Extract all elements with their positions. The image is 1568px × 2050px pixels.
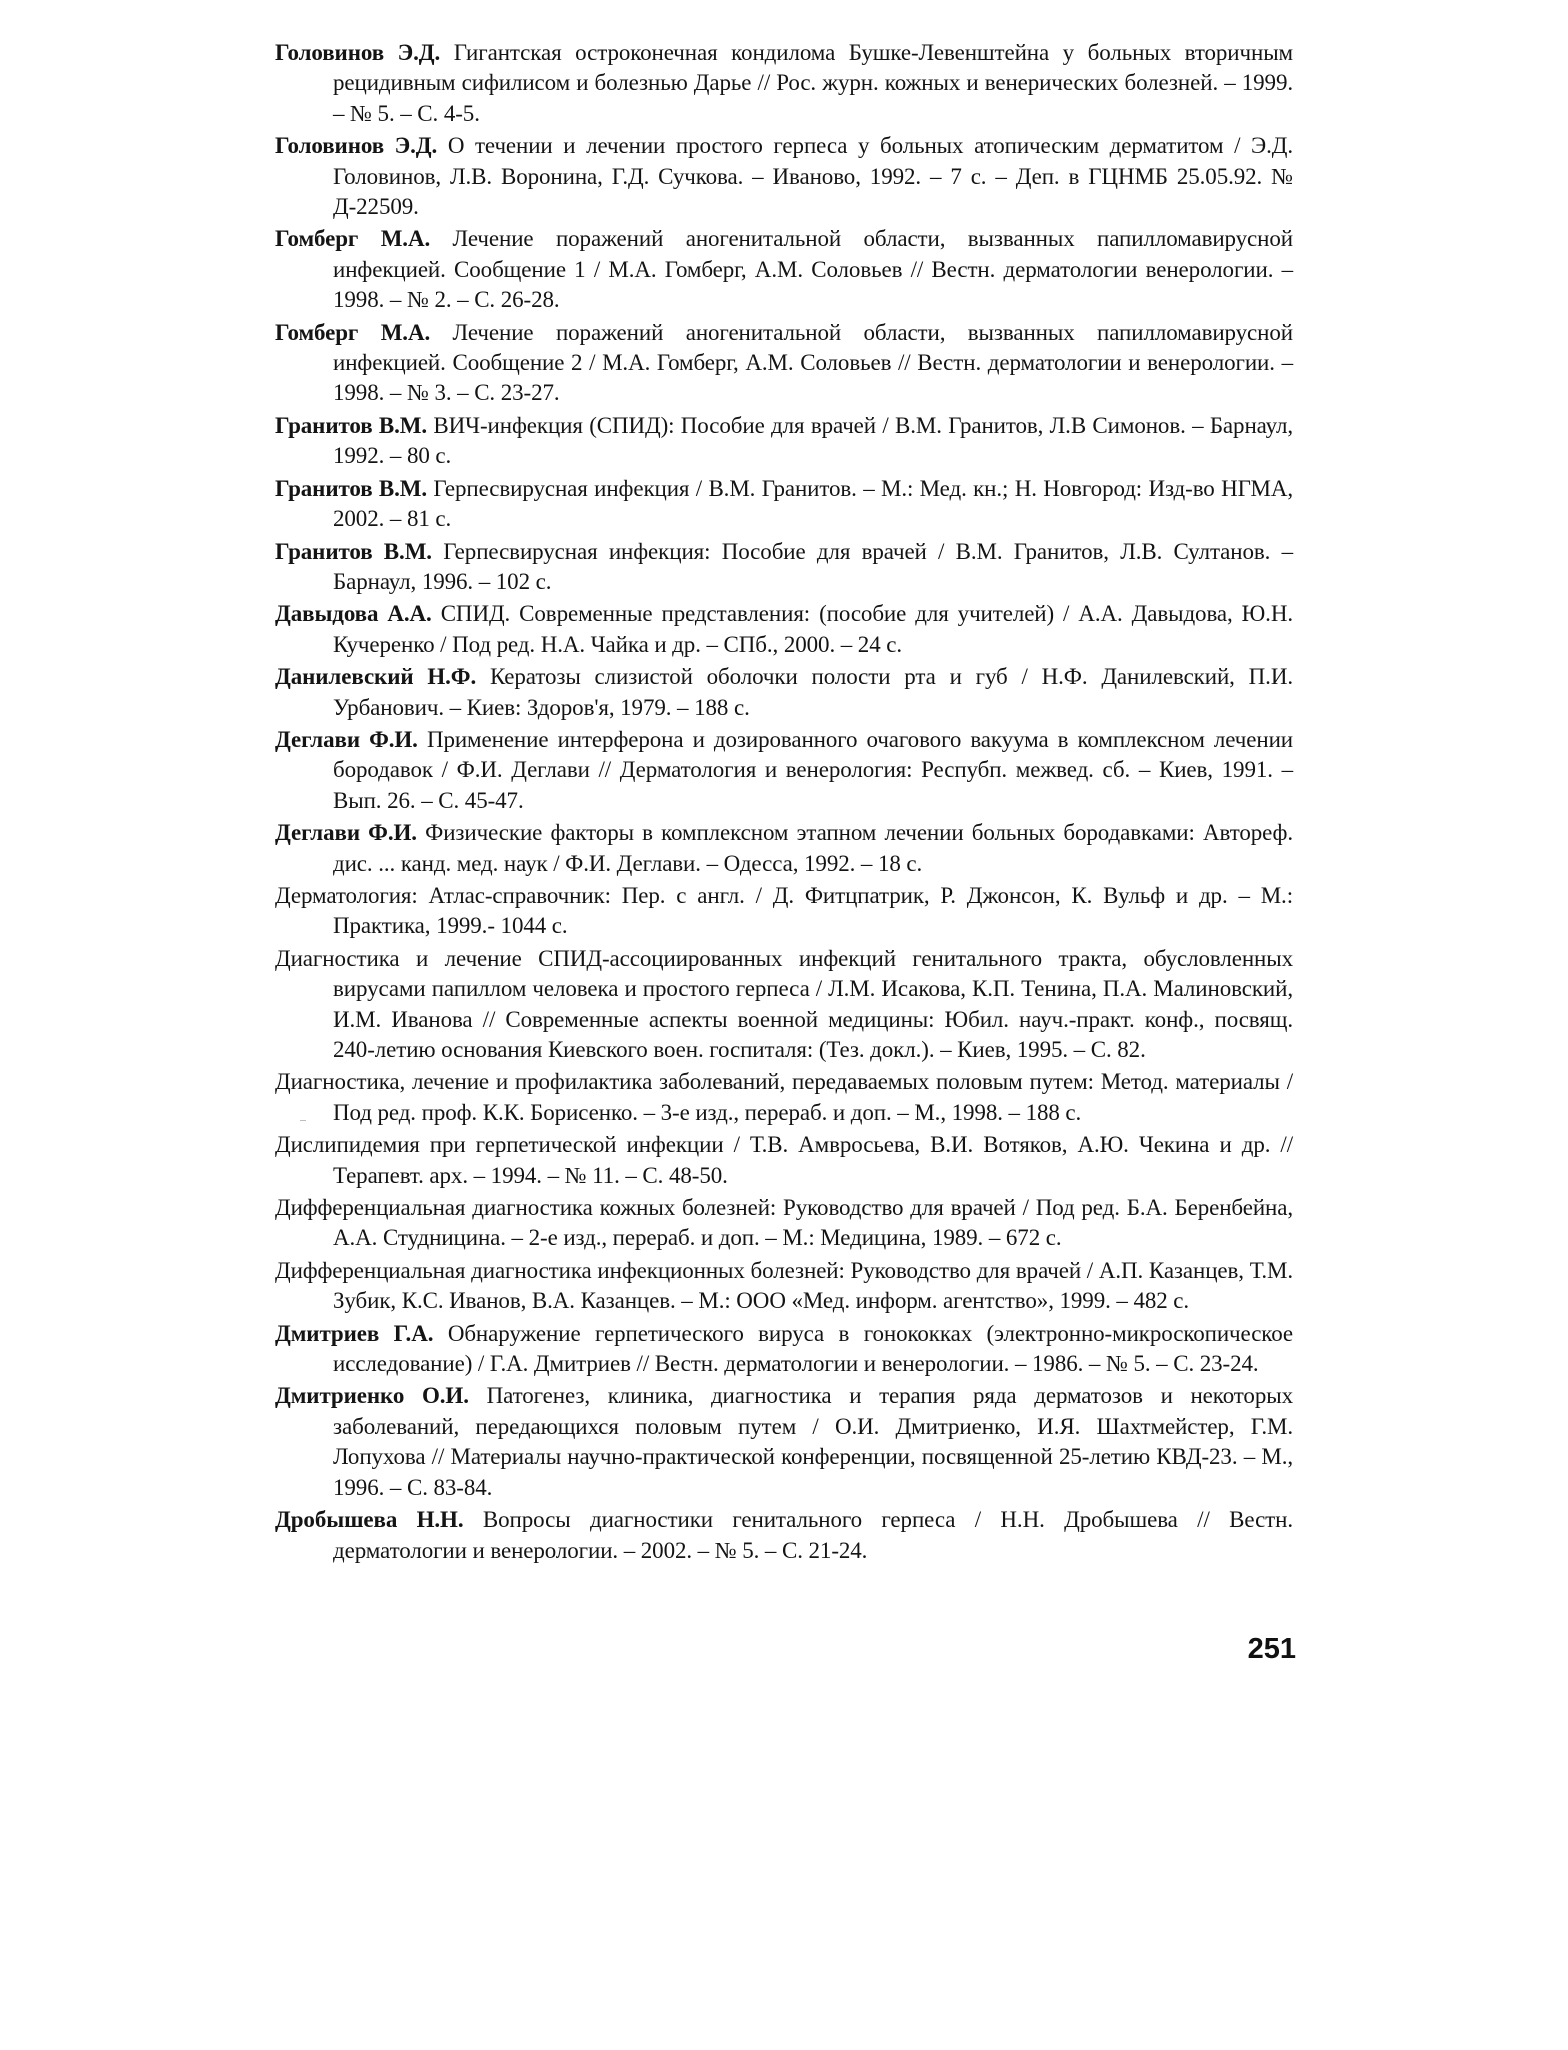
bibliography-entry	[275, 537, 1293, 598]
entry-text: Гигантская остроконечная кондилома Бушке-Левенштейна у больных вторичным рецидивным сифилисом и болезнью Дарье // Рос. журн. кожных и венерических болезней. – 1999. – № 5. – С. 4-5.	[333, 40, 1293, 126]
entry-author: Гомберг М.А.	[275, 226, 431, 252]
bibliography-entry	[275, 131, 1293, 222]
bibliography-entry	[275, 818, 1293, 879]
entry-text: ВИЧ-инфекция (СПИД): Пособие для врачей / В.М. Гранитов, Л.В Симонов. – Барнаул, 1992. – 80 с.	[333, 412, 1294, 469]
entry-text: Дислипидемия при герпетической инфекции / Т.В. Амвросьева, В.И. Вотяков, А.Ю. Чекина и др. // Терапевт. арх. – 1994. – № 11. – С. 48-50.	[275, 1132, 1293, 1188]
bibliography-entry	[275, 1130, 1293, 1191]
entry-text: Кератозы слизистой оболочки полости рта и губ / Н.Ф. Данилевский, П.И. Урбанович. – Киев: Здоров'я, 1979. – 188 с.	[333, 664, 1293, 720]
bibliography-entry	[275, 474, 1293, 535]
bibliography-entry	[275, 411, 1293, 472]
bibliography-entry	[275, 1505, 1293, 1566]
bibliography-entry	[275, 599, 1293, 660]
bibliography-entry	[275, 318, 1293, 409]
bibliography-entry	[275, 1381, 1293, 1503]
bibliography-entry	[275, 38, 1293, 129]
bibliography-entry	[275, 1319, 1293, 1380]
entry-text: О течении и лечении простого герпеса у больных атопическим дерматитом / Э.Д. Головинов, Л.В. Воронина, Г.Д. Сучкова. – Иваново, 1992. – 7 с. – Деп. в ГЦНМБ 25.05.92. № Д-22509.	[333, 133, 1293, 220]
page-number: 251	[1247, 1633, 1296, 1665]
entry-author: Дробышева Н.Н.	[275, 1507, 464, 1533]
bibliography-list	[275, 38, 1293, 1568]
bibliography-entry	[275, 1256, 1293, 1317]
entry-text: Герпесвирусная инфекция / В.М. Гранитов. – М.: Мед. кн.; Н. Новгород: Изд-во НГМА, 2002. – 81 с.	[333, 475, 1293, 532]
bibliography-entry	[275, 662, 1293, 723]
bibliography-entry	[275, 1067, 1293, 1128]
entry-text: СПИД. Современные представления: (пособие для учителей) / А.А. Давыдова, Ю.Н. Кучеренко / Под ред. Н.А. Чайка и др. – СПб., 2000. – 24 с.	[333, 601, 1293, 657]
entry-text: Диагностика и лечение СПИД-ассоциированных инфекций генитального тракта, обусловленных вирусами папиллом человека и простого герпеса / Л.М. Исакова, К.П. Тенина, П.А. Малиновский, И.М. Иванова // Современные аспекты военной медицины: Юбил. науч.-практ. конф., посвящ. 240-летию основания Киевского воен. госпиталя: (Тез. докл.). – Киев, 1995. – С. 82.	[275, 945, 1293, 1062]
entry-text: Вопросы диагностики генитального герпеса / Н.Н. Дробышева // Вестн. дерматологии и венерологии. – 2002. – № 5. – С. 21-24.	[333, 1507, 1293, 1563]
bibliography-entry	[275, 224, 1293, 315]
entry-author: Деглави Ф.И.	[275, 820, 417, 846]
entry-author: Давыдова А.А.	[275, 601, 432, 627]
entry-text: Физические факторы в комплексном этапном лечении больных бородавками: Автореф. дис. ... канд. мед. наук / Ф.И. Деглави. – Одесса, 1992. – 18 с.	[333, 820, 1293, 876]
entry-author: Головинов Э.Д.	[275, 133, 438, 159]
bibliography-entry	[275, 944, 1293, 1066]
entry-text: Применение интерферона и дозированного очагового вакуума в комплексном лечении бородавок / Ф.И. Деглави // Дерматология и венерология: Респубп. межвед. сб. – Киев, 1991. – Вып. 26. – С. 45-47.	[333, 726, 1293, 813]
entry-author: Гранитов В.М.	[275, 475, 428, 501]
entry-author: Деглави Ф.И.	[275, 726, 418, 752]
entry-author: Дмитриенко О.И.	[275, 1383, 469, 1409]
entry-author: Гомберг М.А.	[275, 319, 431, 345]
bibliography-entry	[275, 1193, 1293, 1254]
entry-author: Головинов Э.Д.	[275, 40, 441, 65]
entry-text: Лечение поражений аногенитальной области, вызванных папилломавирусной инфекцией. Сообщение 1 / М.А. Гомберг, А.М. Соловьев // Вестн. дерматологии венерологии. – 1998. – № 2. – С. 26-28.	[333, 226, 1293, 313]
scan-speck	[300, 1120, 306, 1121]
entry-text: Диагностика, лечение и профилактика заболеваний, передаваемых половым путем: Метод. материалы / Под ред. проф. К.К. Борисенко. – 3-е изд., перераб. и доп. – М., 1998. – 188 с.	[275, 1069, 1293, 1125]
entry-author: Гранитов В.М.	[275, 412, 428, 438]
entry-text: Дифференциальная диагностика инфекционных болезней: Руководство для врачей / А.П. Казанцев, Т.М. Зубик, К.С. Иванов, В.А. Казанцев. – М.: ООО «Мед. информ. агентство», 1999. – 482 с.	[275, 1257, 1293, 1314]
entry-text: Обнаружение герпетического вируса в гонококках (электронно-микроскопическое исследование) / Г.А. Дмитриев // Вестн. дерматологии и венерологии. – 1986. – № 5. – С. 23-24.	[333, 1320, 1294, 1377]
entry-author: Данилевский Н.Ф.	[275, 664, 477, 690]
entry-author: Дмитриев Г.А.	[275, 1320, 434, 1346]
entry-text: Лечение поражений аногенитальной области, вызванных папилломавирусной инфекцией. Сообщение 2 / М.А. Гомберг, А.М. Соловьев // Вестн. дерматологии и венерологии. – 1998. – № 3. – С. 23-27.	[333, 319, 1293, 406]
bibliography-entry	[275, 725, 1293, 816]
entry-text: Герпесвирусная инфекция: Пособие для врачей / В.М. Гранитов, Л.В. Султанов. – Барнаул, 1996. – 102 с.	[333, 538, 1293, 594]
entry-text: Дифференциальная диагностика кожных болезней: Руководство для врачей / Под ред. Б.А. Беренбейна, А.А. Студницина. – 2-е изд., перераб. и доп. – М.: Медицина, 1989. – 672 с.	[275, 1195, 1293, 1251]
entry-text: Дерматология: Атлас-справочник: Пер. с англ. / Д. Фитцпатрик, Р. Джонсон, К. Вульф и др. – М.: Практика, 1999.- 1044 с.	[275, 882, 1293, 939]
entry-text: Патогенез, клиника, диагностика и терапия ряда дерматозов и некоторых заболеваний, передающихся половым путем / О.И. Дмитриенко, И.Я. Шахтмейстер, Г.М. Лопухова // Материалы научно-практической конференции, посвященной 25-летию КВД-23. – М., 1996. – С. 83-84.	[333, 1383, 1293, 1500]
bibliography-entry	[275, 881, 1293, 942]
entry-author: Гранитов В.М.	[275, 538, 432, 564]
